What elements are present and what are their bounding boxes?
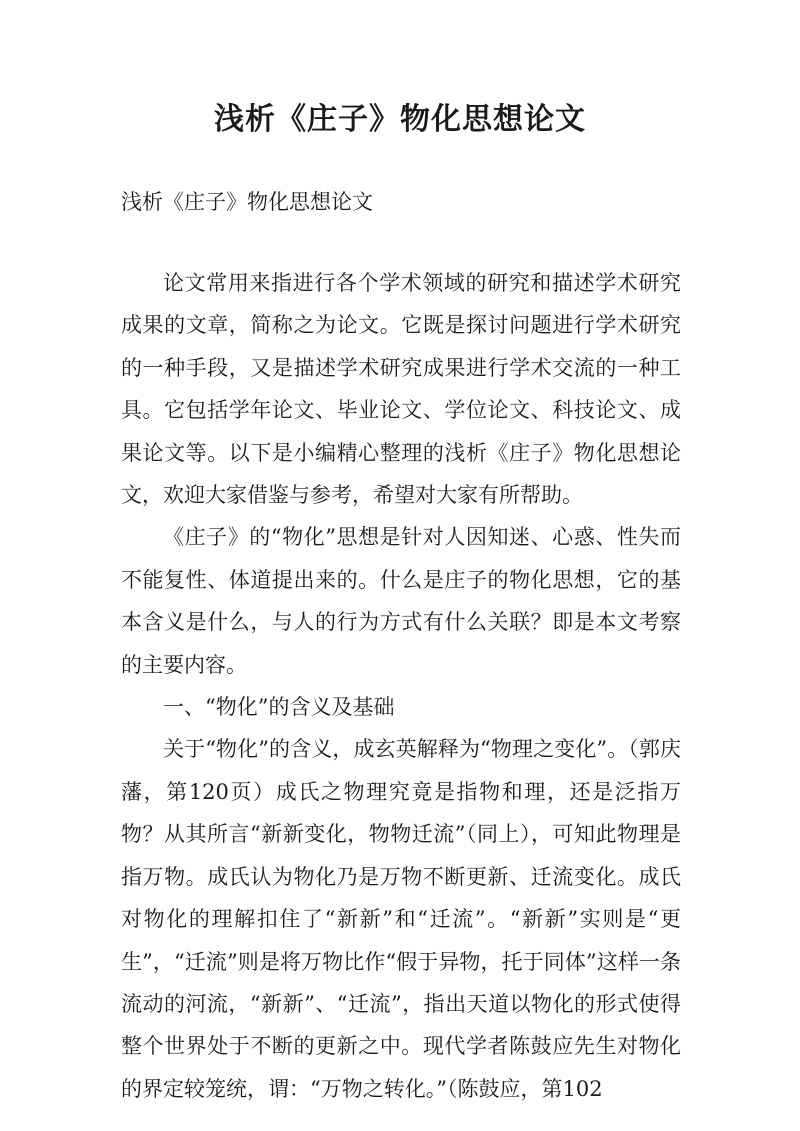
section-heading: 一、“物化”的含义及基础 <box>163 695 395 720</box>
document-subtitle: 浅析《庄子》物化思想论文 <box>121 190 373 214</box>
paragraph-wuhua-meaning: 关于“物化”的含义，成玄英解释为“物理之变化”。（郭庆藩，第120页）成氏之物理究竟是指物和理，还是泛指万物？从其所言“新新变化，物物迁流”（同上），可知此物理是指万物。成氏认为物化乃是万物不断更新、迁流变化。成氏对物化的理解扣住了“新新”和“迁流”。“新新”实则是“更生”，“迁流”则是将万物比作“假于异物，托于同体”这样一条流动的河流，“新新”、“迁流”，指出天道以物化的形式使得整个世界处于不断的更新之中。现代学者陈鼓应先生对物化的界定较笼统，谓：“万物之转化。”（陈鼓应，第102 <box>121 737 681 1101</box>
document-title: 浅析《庄子》物化思想论文 <box>214 102 586 137</box>
paragraph-overview: 《庄子》的“物化”思想是针对人因知迷、心惑、性失而不能复性、体道提出来的。什么是庄子的物化思想，它的基本含义是什么，与人的行为方式有什么关联？即是本文考察的主要内容。 <box>121 525 681 677</box>
document-body <box>121 262 681 1110</box>
paragraph-intro: 论文常用来指进行各个学术领域的研究和描述学术研究成果的文章，简称之为论文。它既是探讨问题进行学术研究的一种手段，又是描述学术研究成果进行学术交流的一种工具。它包括学年论文、毕业论文、学位论文、科技论文、成果论文等。以下是小编精心整理的浅析《庄子》物化思想论文，欢迎大家借鉴与参考，希望对大家有所帮助。 <box>121 271 681 508</box>
